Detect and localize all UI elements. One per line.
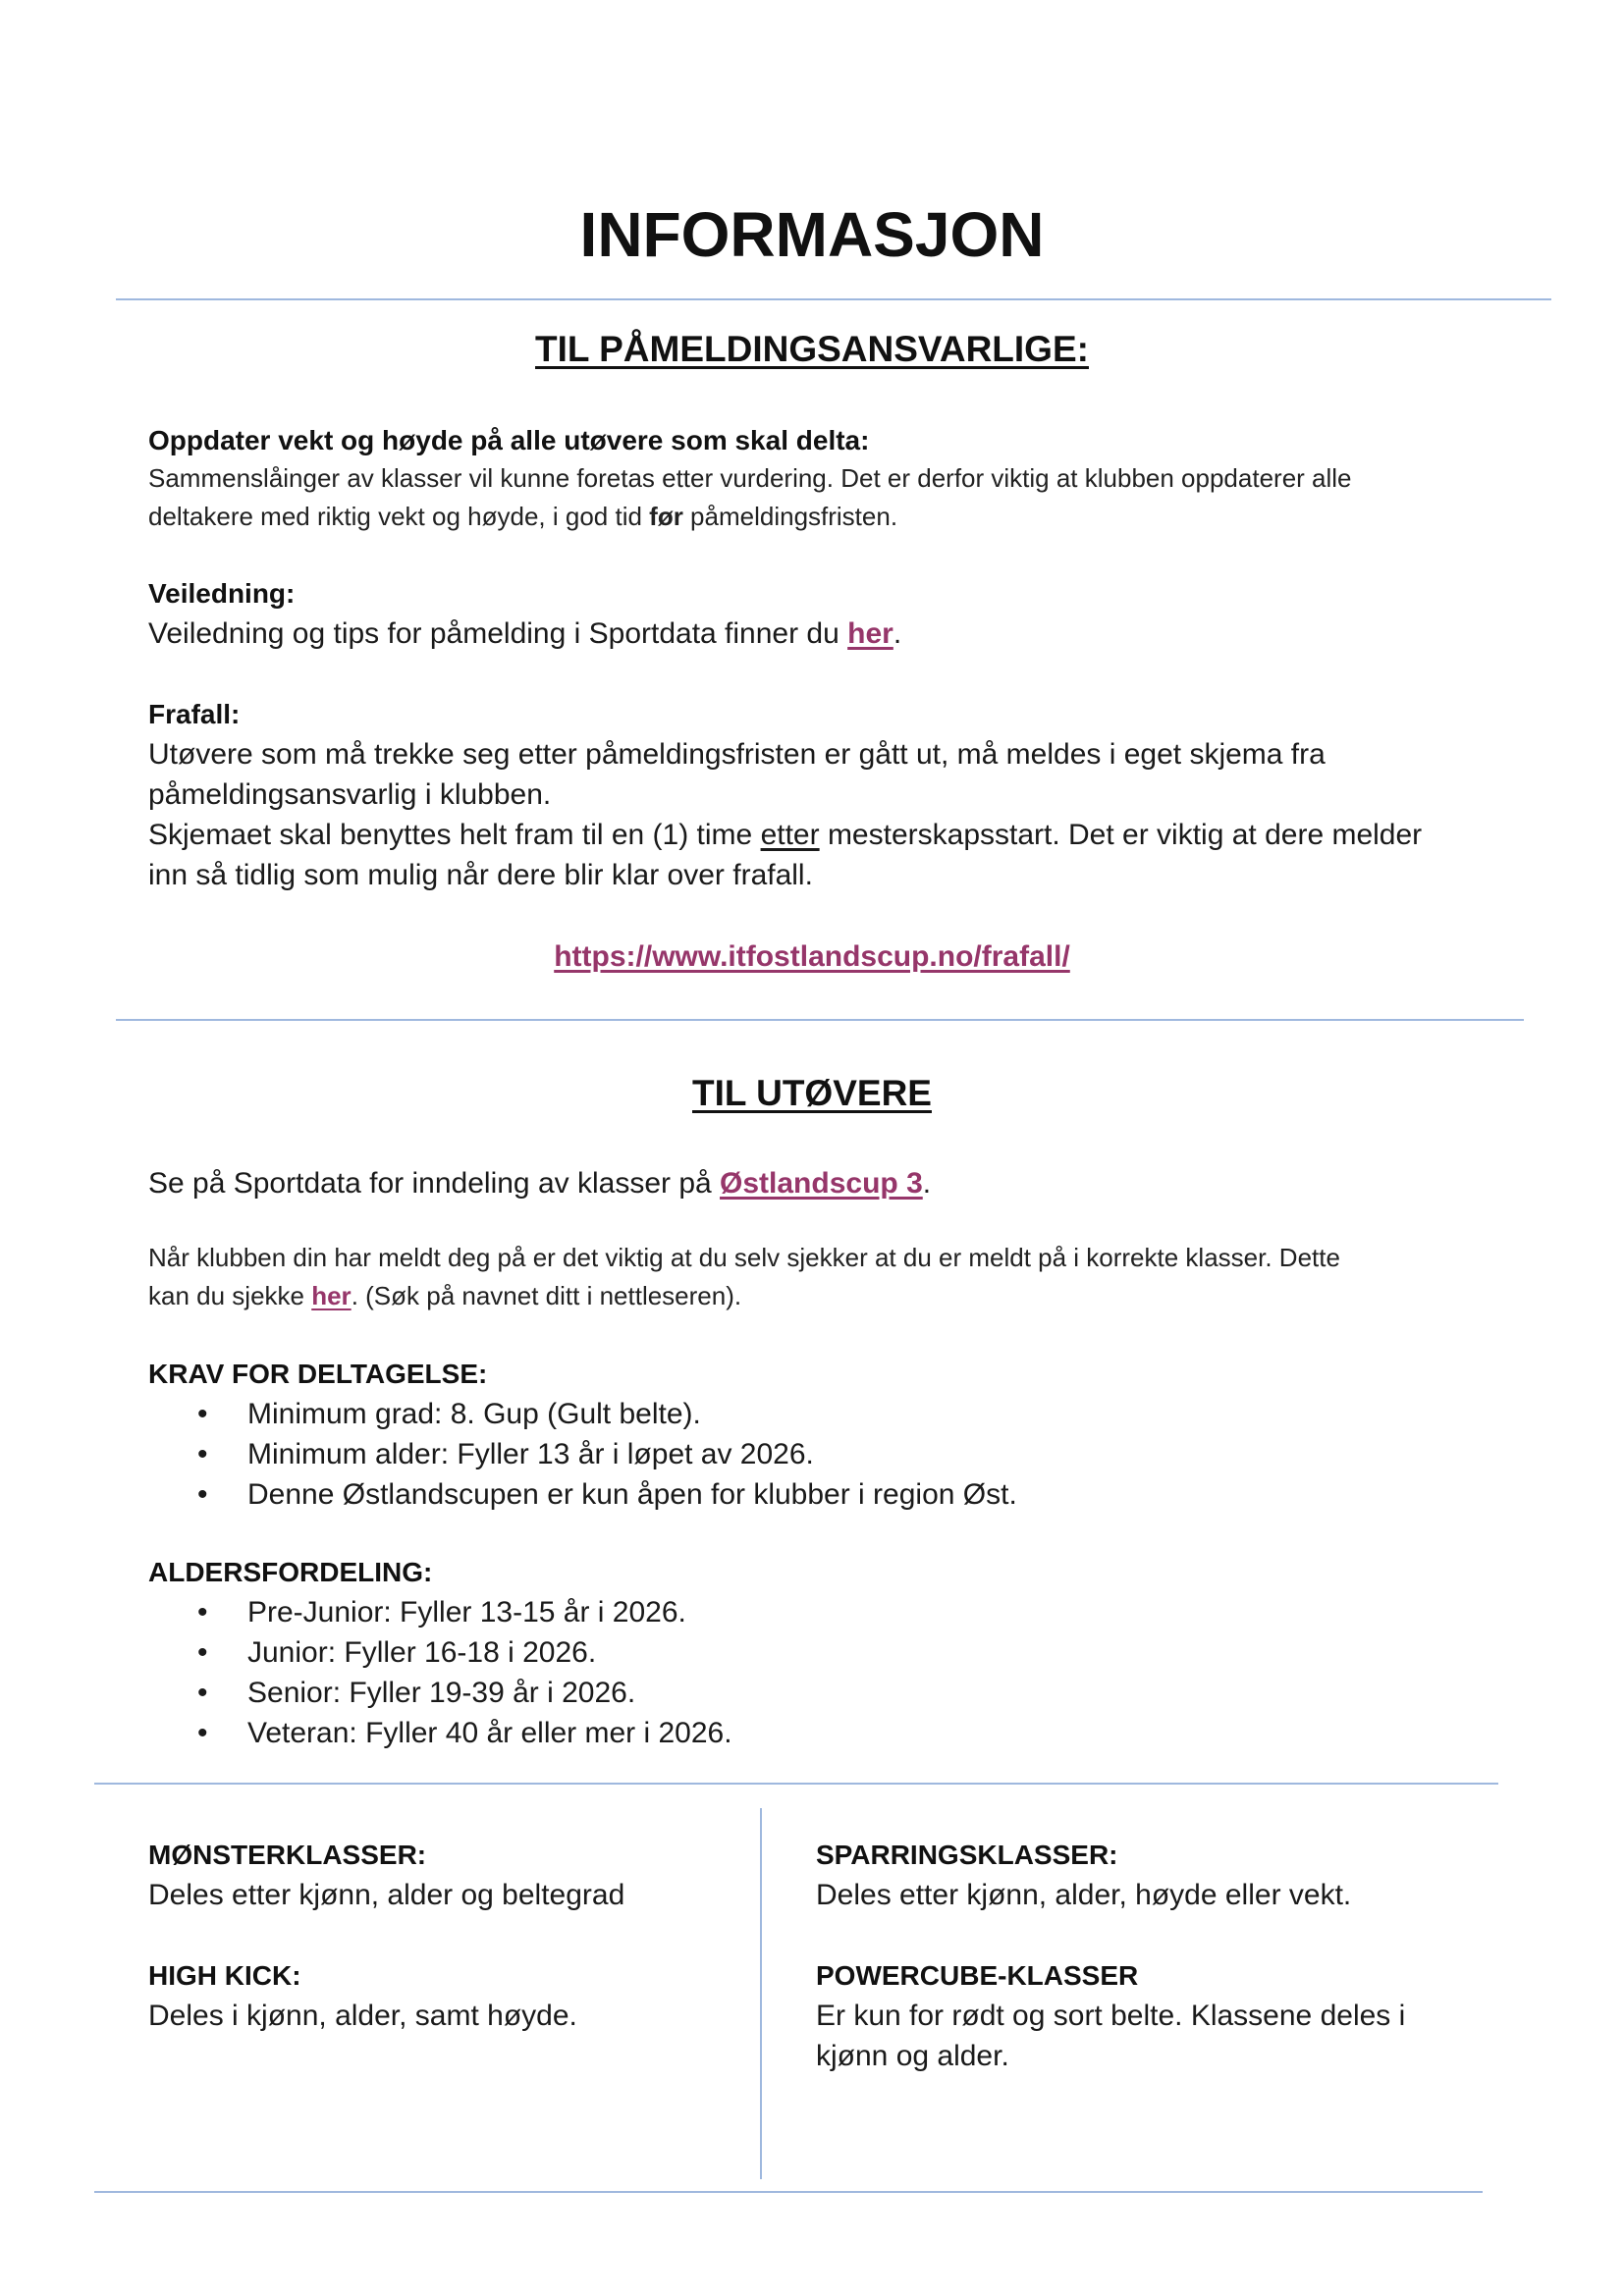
check-line-1: Når klubben din har meldt deg på er det viktig at du selv sjekker at du er meldt på i korrekte klasser. Dette: [148, 1243, 1340, 1272]
sparring-classes: [816, 1836, 1523, 1915]
pattern-classes: [148, 1836, 737, 1915]
dropout-form-link[interactable]: https://www.itfostlandscup.no/frafall/: [554, 940, 1070, 973]
list-item: • Junior: Fyller 16-18 i 2026.: [148, 1632, 1543, 1673]
list-item: • Minimum alder: Fyller 13 år i løpet av 2026.: [148, 1434, 1543, 1474]
highkick-text: Deles i kjønn, alder, samt høyde.: [148, 2000, 577, 2032]
column-divider: [760, 1808, 762, 2179]
age-block: [148, 1553, 1543, 1753]
check-line-2: kan du sjekke her. (Søk på navnet ditt i nettleseren).: [148, 1281, 742, 1310]
dropout-url-row: [0, 936, 1624, 977]
powercube-line-2: kjønn og alder.: [816, 2040, 1009, 2072]
sportdata-text: Se på Sportdata for inndeling av klasser på Østlandscup 3.: [148, 1167, 932, 1200]
powercube-label: POWERCUBE-KLASSER: [816, 1960, 1139, 1991]
pattern-label: MØNSTERKLASSER:: [148, 1840, 427, 1870]
guide-block: [148, 574, 1543, 654]
divider: [94, 1783, 1498, 1785]
update-line-2: deltakere med riktig vekt og høyde, i god tid før påmeldingsfristen.: [148, 502, 898, 531]
sparring-text: Deles etter kjønn, alder, høyde eller vekt.: [816, 1879, 1352, 1911]
update-block: [148, 422, 1543, 536]
age-list: [148, 1592, 1543, 1753]
highkick-classes: [148, 1956, 737, 2036]
section-heading-athletes: TIL UTØVERE: [692, 1073, 932, 1113]
divider: [116, 1019, 1524, 1021]
dropout-line-1: Utøvere som må trekke seg etter påmeldingsfristen er gått ut, må meldes i eget skjema fra: [148, 738, 1326, 771]
guide-label: Veiledning:: [148, 578, 296, 609]
dropout-label: Frafall:: [148, 699, 241, 729]
requirements-block: [148, 1355, 1543, 1515]
highkick-label: HIGH KICK:: [148, 1960, 301, 1991]
requirements-label: KRAV FOR DELTAGELSE:: [148, 1359, 488, 1389]
requirements-list: [148, 1394, 1543, 1515]
ostlandscup-link[interactable]: Østlandscup 3: [720, 1167, 923, 1200]
page-title: INFORMASJON: [579, 199, 1045, 270]
divider: [116, 298, 1551, 300]
sparring-label: SPARRINGSKLASSER:: [816, 1840, 1118, 1870]
list-item: • Pre-Junior: Fyller 13-15 år i 2026.: [148, 1592, 1543, 1632]
list-item: • Senior: Fyller 19-39 år i 2026.: [148, 1673, 1543, 1713]
pattern-text: Deles etter kjønn, alder og beltegrad: [148, 1879, 625, 1911]
powercube-line-1: Er kun for rødt og sort belte. Klassene deles i: [816, 2000, 1406, 2032]
guide-text: Veiledning og tips for påmelding i Sportdata finner du her.: [148, 617, 902, 650]
dropout-block: [148, 695, 1543, 895]
age-label: ALDERSFORDELING:: [148, 1557, 433, 1587]
list-item: • Denne Østlandscupen er kun åpen for klubber i region Øst.: [148, 1474, 1543, 1515]
update-line-1: Sammenslåinger av klasser vil kunne foretas etter vurdering. Det er derfor viktig at klubben oppdaterer alle: [148, 463, 1352, 493]
dropout-line-2: påmeldingsansvarlig i klubben.: [148, 778, 552, 811]
check-link[interactable]: her: [311, 1281, 352, 1310]
check-block: [148, 1239, 1543, 1315]
list-item: • Veteran: Fyller 40 år eller mer i 2026.: [148, 1713, 1543, 1753]
divider: [94, 2191, 1483, 2193]
section-heading-registration: TIL PÅMELDINGSANSVARLIGE:: [535, 329, 1089, 369]
update-label: Oppdater vekt og høyde på alle utøvere som skal delta:: [148, 425, 870, 455]
dropout-line-3: Skjemaet skal benyttes helt fram til en (1) time etter mesterskapsstart. Det er viktig at dere melder: [148, 819, 1423, 851]
dropout-line-4: inn så tidlig som mulig når dere blir klar over frafall.: [148, 859, 813, 891]
powercube-classes: [816, 1956, 1523, 2076]
list-item: • Minimum grad: 8. Gup (Gult belte).: [148, 1394, 1543, 1434]
guide-link[interactable]: her: [847, 617, 893, 650]
